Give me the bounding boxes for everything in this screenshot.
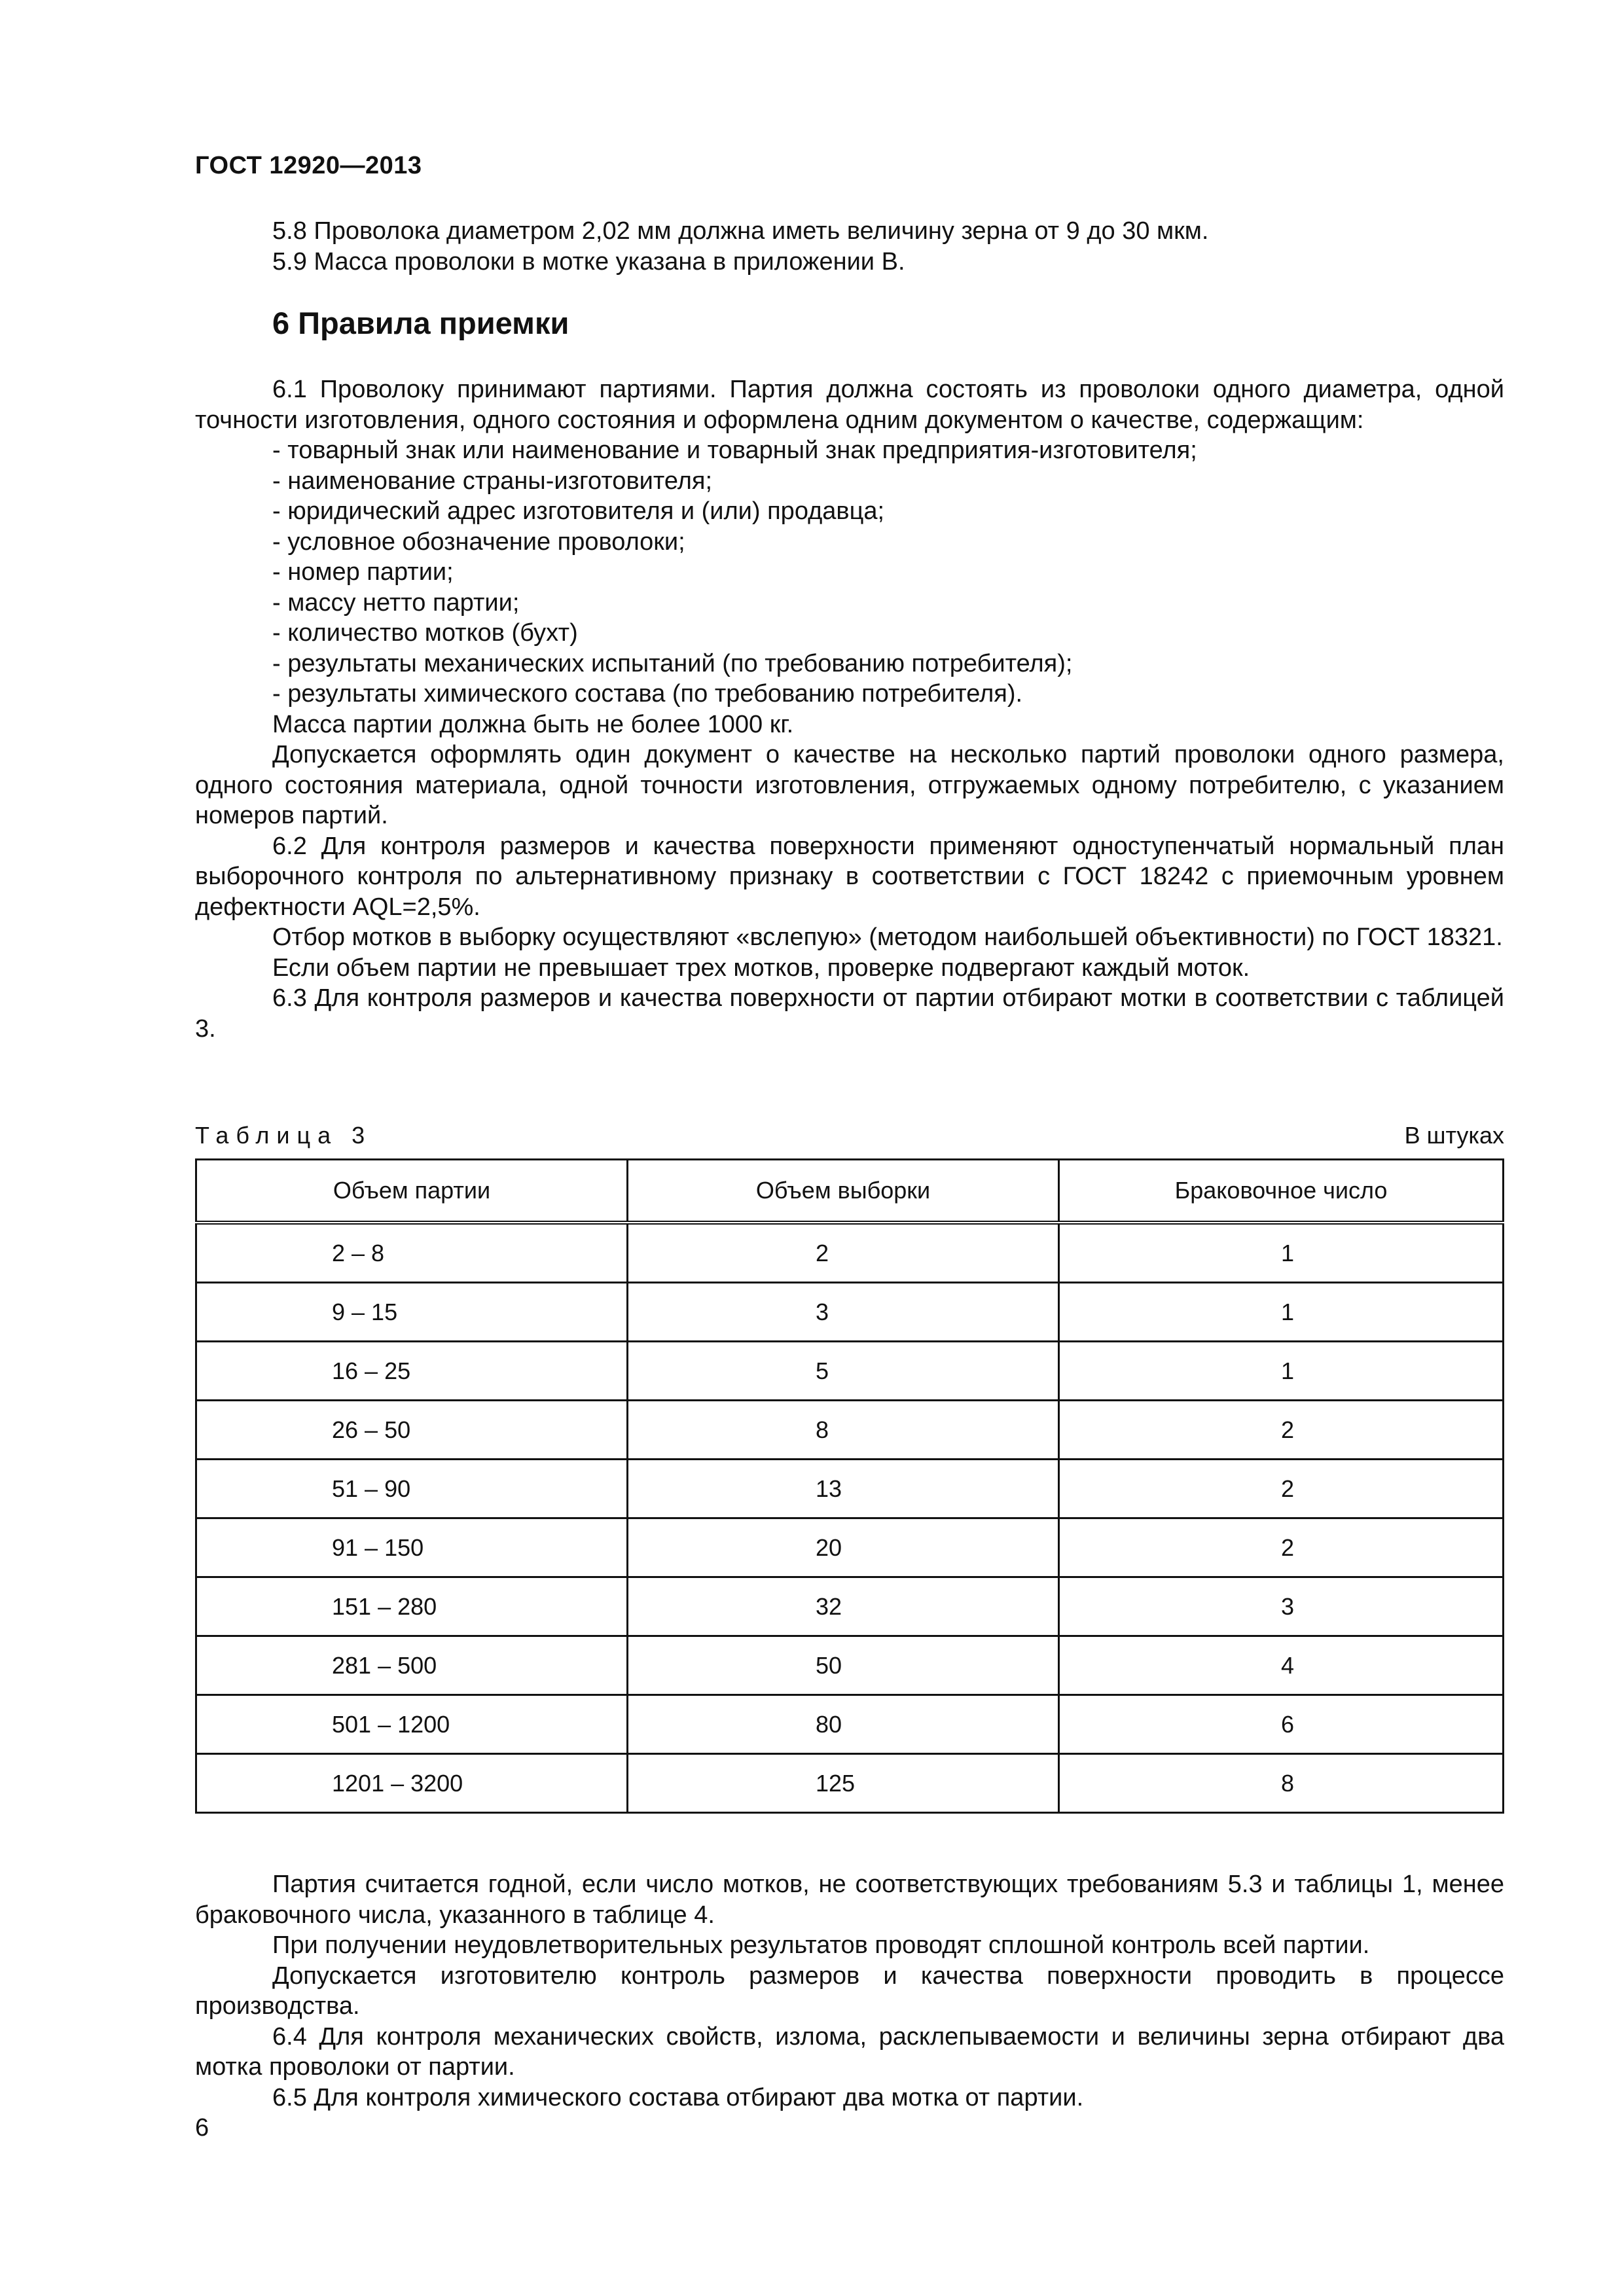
table-cell-rejection-number: 1	[1059, 1223, 1504, 1283]
intro-block	[195, 216, 1504, 277]
table-cell-rejection-number: 4	[1059, 1636, 1504, 1695]
table-cell-batch-size: 501 – 1200	[196, 1695, 628, 1754]
table-row	[196, 1401, 1504, 1460]
table-cell-rejection-number: 2	[1059, 1401, 1504, 1460]
list-item: - условное обозначение проволоки;	[272, 528, 685, 556]
list-item: - номер партии;	[272, 558, 454, 586]
table-cell-sample-size: 8	[628, 1401, 1059, 1460]
paragraph-in-process: Допускается изготовителю контроль размеров и качества поверхности проводить в процессе производства.	[195, 1962, 1504, 2020]
table-header-rejection-number: Браковочное число	[1059, 1160, 1504, 1223]
after-table-block	[195, 1869, 1504, 2113]
table-cell-batch-size: 281 – 500	[196, 1636, 628, 1695]
paragraph-unsatisfactory: При получении неудовлетворительных результатов проводят сплошной контроль всей партии.	[272, 1931, 1370, 1959]
table-cell-batch-size: 51 – 90	[196, 1460, 628, 1518]
sampling-table	[195, 1158, 1504, 1814]
table-cell-batch-size: 9 – 15	[196, 1283, 628, 1342]
paragraph-selection: Отбор мотков в выборку осуществляют «вслепую» (методом наибольшей объективности) по ГОСТ 18321.	[272, 924, 1503, 951]
paragraph-5-9: 5.9 Масса проволоки в мотке указана в приложении В.	[272, 247, 905, 276]
table-cell-sample-size: 50	[628, 1636, 1059, 1695]
paragraph-6-3: 6.3 Для контроля размеров и качества поверхности от партии отбирают мотки в соответствии с таблицей 3.	[195, 984, 1504, 1043]
table-cell-sample-size: 5	[628, 1342, 1059, 1401]
section-6-block	[195, 374, 1504, 1044]
table-cell-batch-size: 26 – 50	[196, 1401, 628, 1460]
table-cell-batch-size: 16 – 25	[196, 1342, 628, 1401]
list-item: - результаты механических испытаний (по требованию потребителя);	[272, 649, 1073, 677]
table-row	[196, 1518, 1504, 1577]
list-item: - массу нетто партии;	[272, 588, 520, 617]
table-row	[196, 1283, 1504, 1342]
table-cell-rejection-number: 1	[1059, 1283, 1504, 1342]
table-cell-sample-size: 32	[628, 1577, 1059, 1636]
section-title: 6 Правила приемки	[272, 306, 569, 340]
table-cell-batch-size: 2 – 8	[196, 1223, 628, 1283]
table-row	[196, 1577, 1504, 1636]
paragraph-mass: Масса партии должна быть не более 1000 кг.	[272, 710, 794, 738]
paragraph-6-2: 6.2 Для контроля размеров и качества поверхности применяют одноступенчатый нормальный план выборочного контроля по альтернативному признаку в соответствии с ГОСТ 18242 с приемочным уровнем дефектности AQL=2,5%.	[195, 832, 1504, 921]
table-cell-rejection-number: 6	[1059, 1695, 1504, 1754]
table-caption: Таблица 3	[195, 1122, 372, 1149]
table-cell-rejection-number: 8	[1059, 1754, 1504, 1813]
paragraph-6-5: 6.5 Для контроля химического состава отбирают два мотка от партии.	[272, 2083, 1084, 2111]
table-cell-sample-size: 80	[628, 1695, 1059, 1754]
table-row	[196, 1754, 1504, 1813]
table-cell-batch-size: 91 – 150	[196, 1518, 628, 1577]
table-row	[196, 1460, 1504, 1518]
document-header: ГОСТ 12920—2013	[195, 152, 422, 179]
paragraph-6-1: 6.1 Проволоку принимают партиями. Партия должна состоять из проволоки одного диаметра, одной точности изготовления, одного состояния и оформлена одним документом о качестве, содержащим:	[195, 376, 1504, 434]
table-cell-rejection-number: 1	[1059, 1342, 1504, 1401]
table-cell-sample-size: 13	[628, 1460, 1059, 1518]
list-item: - юридический адрес изготовителя и (или) продавца;	[272, 497, 885, 525]
table-cell-sample-size: 20	[628, 1518, 1059, 1577]
table-cell-batch-size: 1201 – 3200	[196, 1754, 628, 1813]
table-header-sample-size: Объем выборки	[628, 1160, 1059, 1223]
paragraph-batch-good: Партия считается годной, если число мотков, не соответствующих требованиям 5.3 и таблицы 1, менее браковочного числа, указанного в таблице 4.	[195, 1871, 1504, 1929]
list-item: - результаты химического состава (по требованию потребителя).	[272, 680, 1023, 708]
paragraph-5-8: 5.8 Проволока диаметром 2,02 мм должна иметь величину зерна от 9 до 30 мкм.	[272, 217, 1209, 245]
table-cell-sample-size: 3	[628, 1283, 1059, 1342]
table-cell-rejection-number: 2	[1059, 1460, 1504, 1518]
paragraph-three-coils: Если объем партии не превышает трех мотков, проверке подвергают каждый моток.	[272, 954, 1250, 982]
table-cell-rejection-number: 3	[1059, 1577, 1504, 1636]
table-row	[196, 1223, 1504, 1283]
paragraph-6-4: 6.4 Для контроля механических свойств, излома, расклепываемости и величины зерна отбирают два мотка проволоки от партии.	[195, 2022, 1504, 2081]
list-item: - наименование страны-изготовителя;	[272, 467, 713, 495]
table-cell-sample-size: 2	[628, 1223, 1059, 1283]
table-cell-sample-size: 125	[628, 1754, 1059, 1813]
table-unit: В штуках	[1404, 1122, 1504, 1149]
paragraph-allowed: Допускается оформлять один документ о качестве на несколько партий проволоки одного размера, одного состояния материала, одной точности изготовления, отгружаемых одному потребителю, с указанием номеров партий.	[195, 741, 1504, 829]
table-row	[196, 1342, 1504, 1401]
page-number: 6	[195, 2114, 209, 2142]
list-item: - количество мотков (бухт)	[272, 619, 578, 647]
list-item: - товарный знак или наименование и товарный знак предприятия-изготовителя;	[272, 437, 1197, 464]
table-row	[196, 1695, 1504, 1754]
table-header-batch-size: Объем партии	[196, 1160, 628, 1223]
table-cell-batch-size: 151 – 280	[196, 1577, 628, 1636]
table-row	[196, 1636, 1504, 1695]
table-header-row	[196, 1160, 1504, 1223]
table-cell-rejection-number: 2	[1059, 1518, 1504, 1577]
